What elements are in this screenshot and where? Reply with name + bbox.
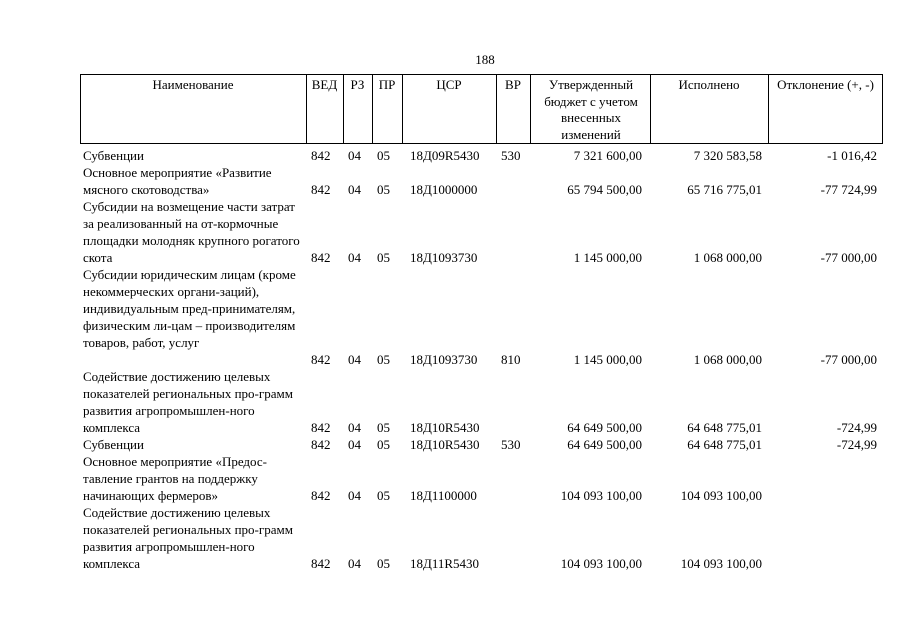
ved-cell: 842 bbox=[311, 182, 331, 197]
csr-cell: 18Д1093730 bbox=[410, 352, 478, 367]
vr-cell: 530 bbox=[501, 148, 521, 163]
csr-cell: 18Д10R5430 bbox=[410, 420, 480, 435]
deviation-cell: -77 000,00 bbox=[820, 352, 877, 367]
rz-cell: 04 bbox=[348, 352, 361, 367]
header-ved: ВЕД bbox=[311, 77, 338, 92]
table-row bbox=[0, 266, 905, 368]
budget-cell: 1 145 000,00 bbox=[573, 352, 642, 367]
done-cell: 1 068 000,00 bbox=[693, 250, 762, 265]
pr-cell: 05 bbox=[377, 148, 390, 163]
table-row bbox=[0, 368, 905, 436]
ved-cell: 842 bbox=[311, 148, 331, 163]
header-vr: ВР bbox=[505, 77, 521, 92]
pr-cell: 05 bbox=[377, 556, 390, 571]
deviation-cell: -724,99 bbox=[836, 420, 877, 435]
done-cell: 64 648 775,01 bbox=[687, 437, 762, 452]
csr-cell: 18Д1100000 bbox=[410, 488, 477, 503]
done-cell: 64 648 775,01 bbox=[687, 420, 762, 435]
ved-cell: 842 bbox=[311, 556, 331, 571]
pr-cell: 05 bbox=[377, 437, 390, 452]
budget-cell: 64 649 500,00 bbox=[567, 420, 642, 435]
row-name: Основное мероприятие «Развитие мясного скотоводства» bbox=[83, 165, 272, 197]
ved-cell: 842 bbox=[311, 250, 331, 265]
done-cell: 1 068 000,00 bbox=[693, 352, 762, 367]
header-rz: РЗ bbox=[350, 77, 365, 92]
csr-cell: 18Д11R5430 bbox=[410, 556, 480, 571]
done-cell: 104 093 100,00 bbox=[680, 488, 762, 503]
table-row bbox=[0, 147, 905, 164]
done-cell: 7 320 583,58 bbox=[693, 148, 762, 163]
ved-cell: 842 bbox=[311, 488, 331, 503]
header-csr: ЦСР bbox=[436, 77, 462, 92]
budget-cell: 104 093 100,00 bbox=[560, 488, 642, 503]
deviation-cell: -77 000,00 bbox=[820, 250, 877, 265]
row-name: Субсидии юридическим лицам (кроме некоммерческих органи-заций), индивидуальным пред-принимателям, физическим ли-цам – производителям товаров, работ, услуг bbox=[83, 267, 296, 350]
table-row bbox=[0, 164, 905, 198]
header-pr: ПР bbox=[378, 77, 396, 92]
rz-cell: 04 bbox=[348, 182, 361, 197]
deviation-cell: -77 724,99 bbox=[820, 182, 877, 197]
header-name: Наименование bbox=[152, 77, 234, 92]
pr-cell: 05 bbox=[377, 488, 390, 503]
header-done: Исполнено bbox=[678, 77, 740, 92]
vr-cell: 810 bbox=[501, 352, 521, 367]
row-name: Содействие достижению целевых показателей региональных про-грамм развития агропромышлен-ного комплекса bbox=[83, 369, 293, 435]
budget-cell: 7 321 600,00 bbox=[573, 148, 642, 163]
done-cell: 104 093 100,00 bbox=[680, 556, 762, 571]
rz-cell: 04 bbox=[348, 556, 361, 571]
csr-cell: 18Д1093730 bbox=[410, 250, 478, 265]
column-divider bbox=[530, 74, 531, 144]
budget-cell: 65 794 500,00 bbox=[567, 182, 642, 197]
budget-cell: 104 093 100,00 bbox=[560, 556, 642, 571]
ved-cell: 842 bbox=[311, 437, 331, 452]
deviation-cell: -724,99 bbox=[836, 437, 877, 452]
budget-cell: 1 145 000,00 bbox=[573, 250, 642, 265]
page-number: 188 bbox=[475, 52, 495, 67]
budget-cell: 64 649 500,00 bbox=[567, 437, 642, 452]
rz-cell: 04 bbox=[348, 420, 361, 435]
row-name: Основное мероприятие «Предос-тавление грантов на поддержку начинающих фермеров» bbox=[83, 454, 267, 503]
row-name: Содействие достижению целевых показателей региональных про-грамм развития агропромышлен-ного комплекса bbox=[83, 505, 293, 571]
pr-cell: 05 bbox=[377, 420, 390, 435]
pr-cell: 05 bbox=[377, 182, 390, 197]
row-name: Субвенции bbox=[83, 437, 144, 452]
csr-cell: 18Д1000000 bbox=[410, 182, 478, 197]
rz-cell: 04 bbox=[348, 488, 361, 503]
table-row bbox=[0, 453, 905, 504]
csr-cell: 18Д10R5430 bbox=[410, 437, 480, 452]
row-name: Субсидии на возмещение части затрат за реализованный на от-кормочные площадки молодняк крупного рогатого скота bbox=[83, 199, 300, 265]
rz-cell: 04 bbox=[348, 148, 361, 163]
row-name: Субвенции bbox=[83, 148, 144, 163]
table-row bbox=[0, 198, 905, 266]
rz-cell: 04 bbox=[348, 437, 361, 452]
table-row bbox=[0, 436, 905, 453]
header-budget: Утвержденный бюджет с учетом внесенных изменений bbox=[544, 77, 638, 142]
pr-cell: 05 bbox=[377, 352, 390, 367]
vr-cell: 530 bbox=[501, 437, 521, 452]
pr-cell: 05 bbox=[377, 250, 390, 265]
deviation-cell: -1 016,42 bbox=[827, 148, 877, 163]
csr-cell: 18Д09R5430 bbox=[410, 148, 480, 163]
ved-cell: 842 bbox=[311, 352, 331, 367]
header-deviation: Отклонение (+, -) bbox=[777, 77, 874, 92]
done-cell: 65 716 775,01 bbox=[687, 182, 762, 197]
table-row bbox=[0, 504, 905, 572]
rz-cell: 04 bbox=[348, 250, 361, 265]
ved-cell: 842 bbox=[311, 420, 331, 435]
